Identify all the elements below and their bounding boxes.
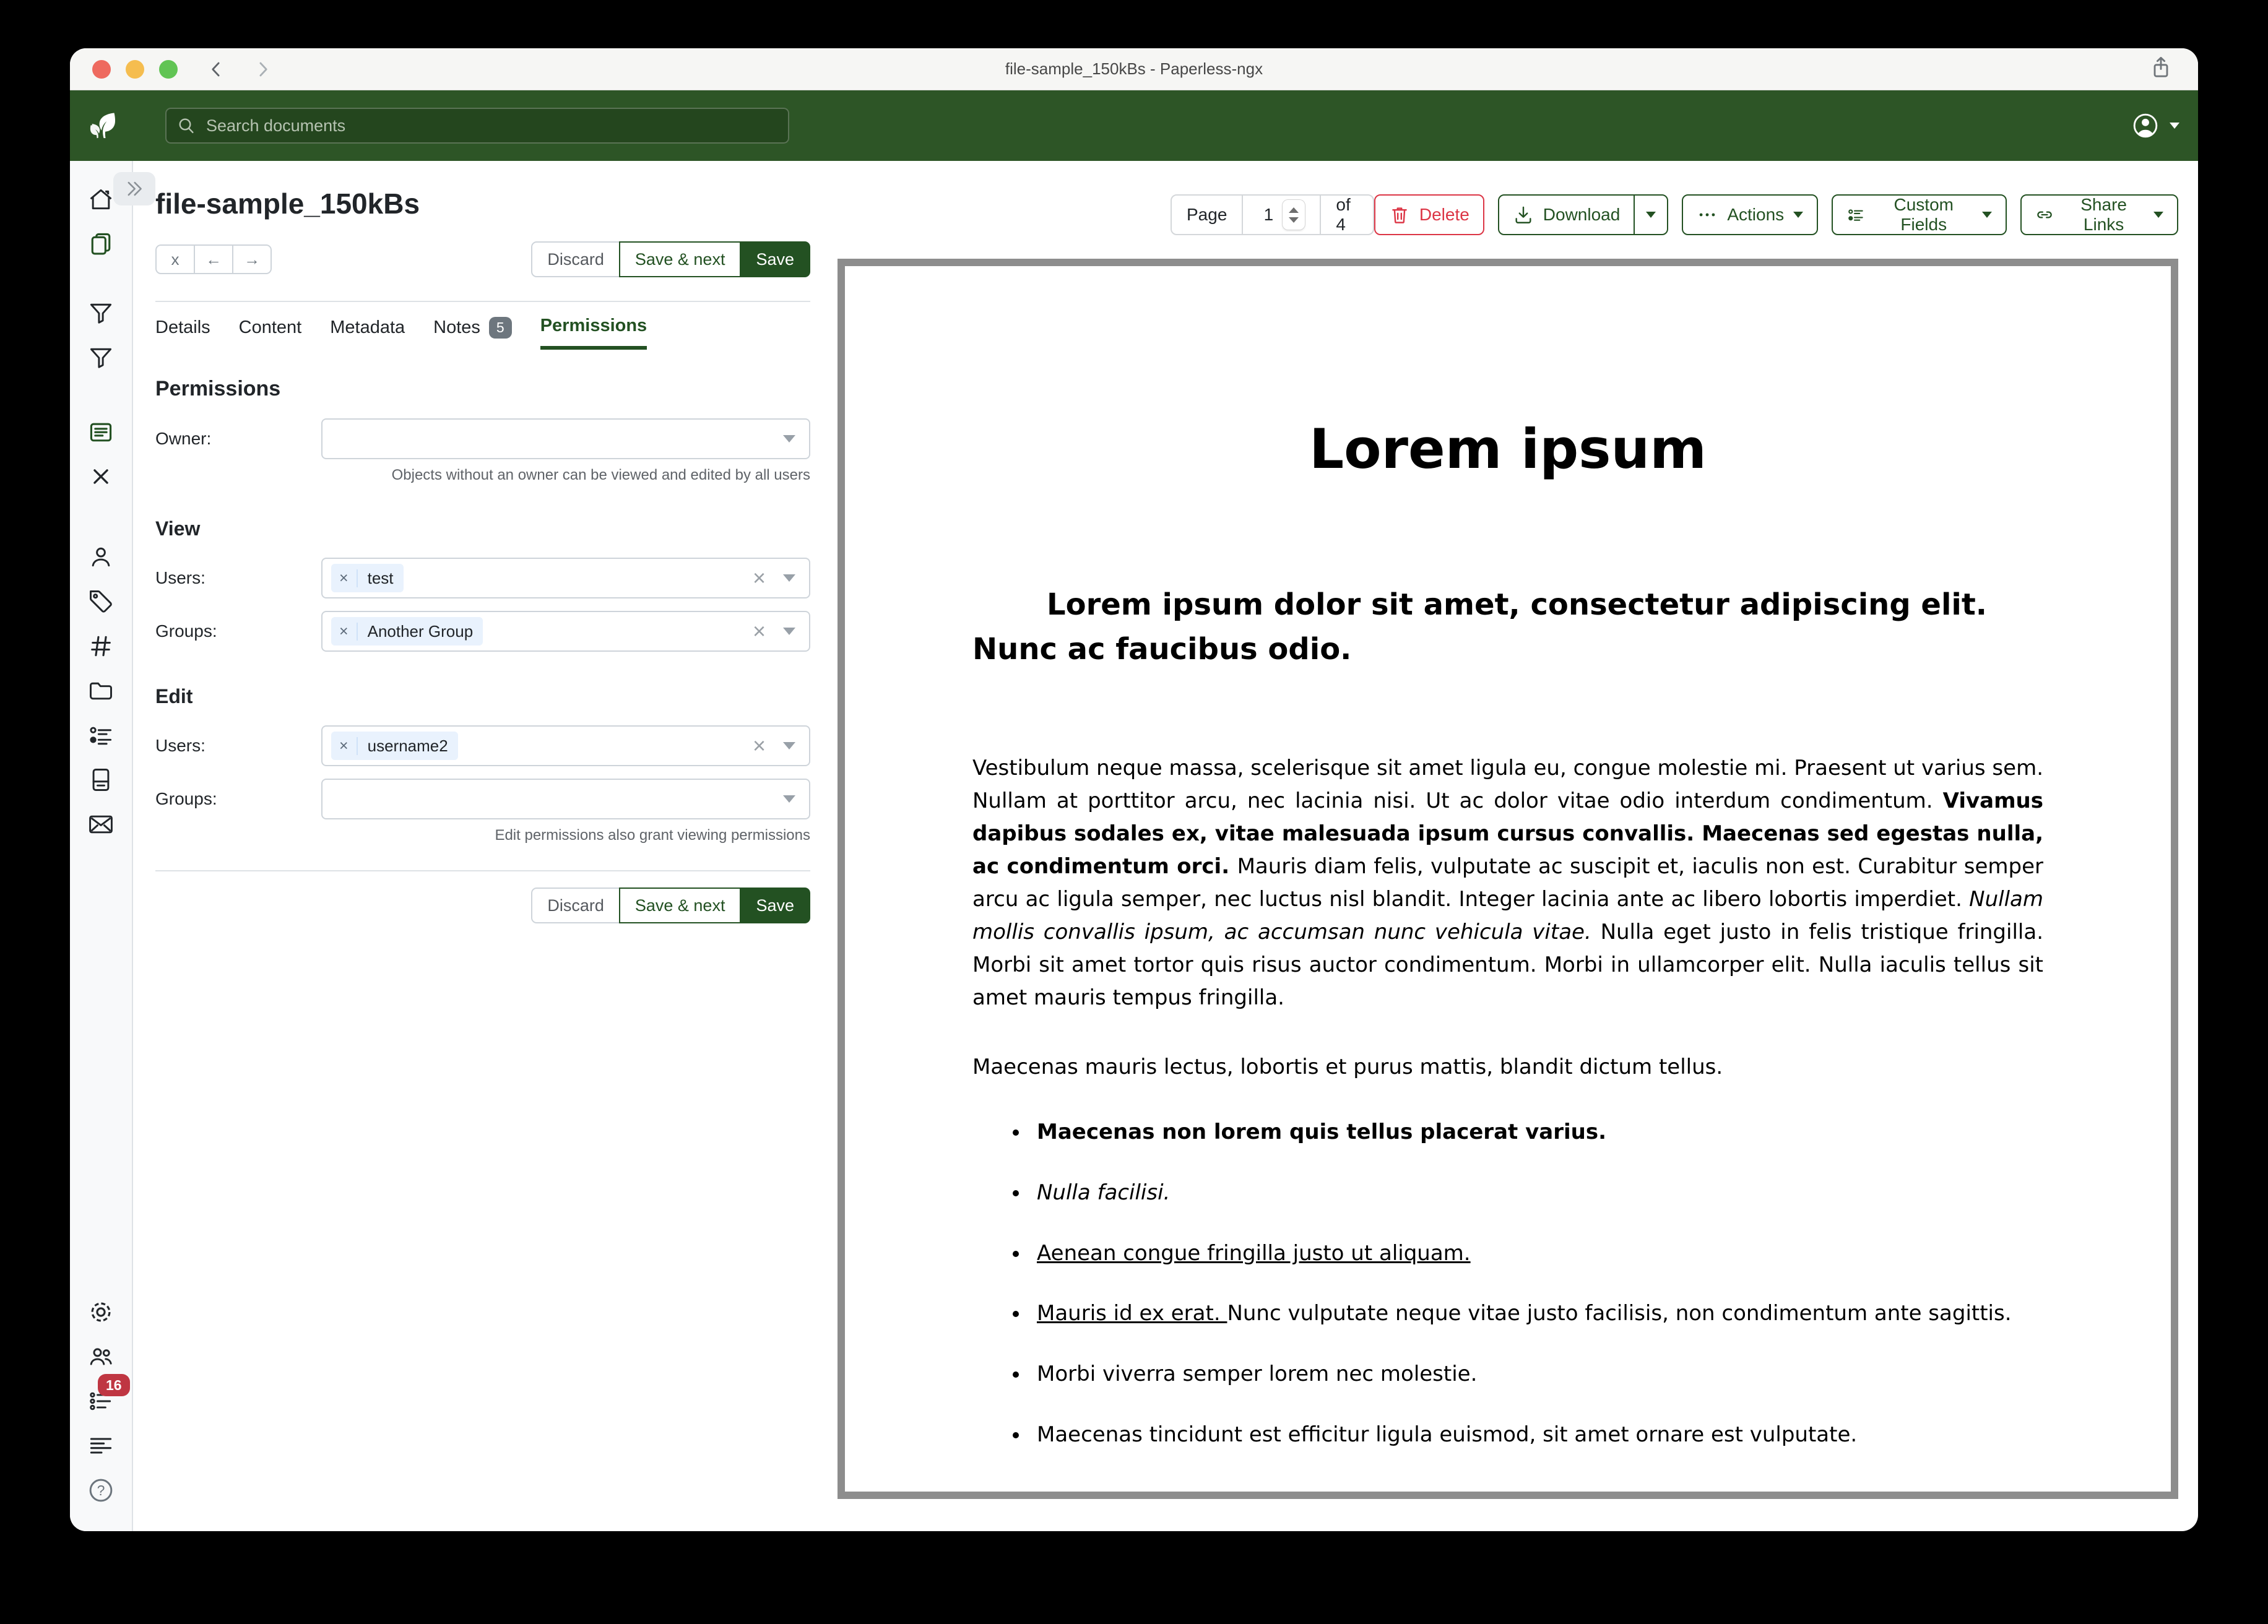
- chevron-down-icon: [1793, 212, 1803, 218]
- chevron-down-icon: [1982, 212, 1992, 218]
- help-circle-icon: [87, 1477, 115, 1504]
- page-count-label: of 4: [1320, 196, 1372, 234]
- people-icon: [87, 1343, 115, 1370]
- sidebar-item-storage-paths[interactable]: [79, 668, 123, 713]
- sidebar-item-open-document[interactable]: [79, 410, 123, 454]
- close-window-button[interactable]: [92, 60, 111, 79]
- divider: [155, 870, 810, 871]
- tab-content[interactable]: Content: [239, 316, 302, 350]
- sidebar-item-users-groups[interactable]: [79, 1334, 123, 1379]
- share-links-button[interactable]: Share Links: [2020, 194, 2178, 235]
- svg-text:?: ?: [97, 1482, 105, 1499]
- selected-user-chip: × username2: [331, 732, 458, 760]
- home-icon: [87, 186, 115, 213]
- save-button[interactable]: Save: [740, 241, 810, 277]
- save-actions-group: [531, 241, 810, 277]
- sidebar-item-settings[interactable]: [79, 1290, 123, 1334]
- notes-count-badge: 5: [489, 317, 512, 339]
- discard-button[interactable]: Discard: [531, 241, 620, 277]
- view-users-select[interactable]: [321, 558, 810, 598]
- previous-document-button[interactable]: ←: [194, 244, 233, 274]
- chevron-down-icon: [2153, 212, 2163, 218]
- document-text-icon: [87, 418, 115, 446]
- list-item: • Maecenas tincidunt est efficitur ligula euismod, sit amet ornare est vulputate.: [1029, 1419, 2043, 1451]
- download-split-button: [1498, 194, 1669, 235]
- selected-group-chip: × Another Group: [331, 617, 483, 646]
- chevron-down-icon: [1646, 212, 1656, 218]
- folder-icon: [87, 677, 115, 704]
- delete-button[interactable]: Delete: [1374, 194, 1484, 235]
- back-icon[interactable]: [207, 60, 226, 79]
- three-dots-icon: [1697, 204, 1718, 225]
- share-icon[interactable]: [2149, 55, 2173, 83]
- selected-user-chip: × test: [331, 564, 404, 592]
- user-menu[interactable]: [2131, 111, 2179, 140]
- document-tabs: [155, 302, 810, 350]
- discard-button[interactable]: Discard: [531, 888, 620, 923]
- save-button[interactable]: Save: [740, 888, 810, 923]
- list-item: • Nulla facilisi.: [1029, 1177, 2043, 1209]
- remove-chip-icon[interactable]: ×: [331, 737, 358, 755]
- file-icon: [87, 766, 115, 793]
- sidebar-item-tasks[interactable]: [79, 1379, 123, 1423]
- sidebar-expand-button[interactable]: [113, 172, 155, 205]
- sidebar-item-saved-view-1[interactable]: [79, 291, 123, 335]
- document-title: file-sample_150kBs: [155, 188, 420, 220]
- sidebar-item-custom-fields[interactable]: [79, 713, 123, 758]
- clear-selection-icon[interactable]: ×: [752, 733, 766, 758]
- view-users-label: Users:: [155, 568, 206, 587]
- traffic-lights: [92, 60, 178, 79]
- remove-chip-icon[interactable]: ×: [331, 623, 358, 641]
- download-icon: [1513, 204, 1534, 225]
- search-input[interactable]: [165, 108, 789, 144]
- chevron-down-icon: [2170, 123, 2179, 129]
- documents-icon: [87, 230, 115, 257]
- filter-icon: [87, 300, 115, 327]
- paperless-logo-icon[interactable]: [86, 108, 121, 143]
- document-preview[interactable]: [838, 259, 2178, 1499]
- chevrons-right-icon: [124, 178, 145, 199]
- custom-fields-icon: [1846, 204, 1865, 225]
- preview-column: [831, 161, 2198, 1531]
- search-box: [165, 108, 789, 144]
- app-header: [70, 90, 2198, 161]
- tab-notes[interactable]: Notes 5: [433, 316, 512, 350]
- next-document-button[interactable]: →: [232, 244, 272, 274]
- clear-selection-icon[interactable]: ×: [752, 618, 766, 644]
- preview-controls: [831, 194, 2198, 235]
- fields-icon: [87, 722, 115, 749]
- actions-button[interactable]: Actions: [1682, 194, 1818, 235]
- app-window: [70, 48, 2198, 1531]
- edit-users-label: Users:: [155, 736, 206, 755]
- minimize-window-button[interactable]: [126, 60, 144, 79]
- chevron-down-icon: [783, 742, 795, 749]
- search-icon: [176, 116, 196, 136]
- chevron-down-icon: [783, 435, 795, 443]
- close-document-button[interactable]: x: [155, 244, 195, 274]
- list-item: • Aenean congue fringilla justo ut aliquam.: [1029, 1238, 2043, 1270]
- edit-heading: Edit: [155, 685, 193, 707]
- list-item: • Mauris id ex erat. Nunc vulputate neque vitae justo facilisis, non condimentum ante sagittis.: [1029, 1298, 2043, 1330]
- sidebar-item-logs[interactable]: [79, 1423, 123, 1468]
- edit-groups-label: Groups:: [155, 789, 217, 808]
- view-groups-label: Groups:: [155, 621, 217, 641]
- user-avatar-icon: [2131, 111, 2160, 140]
- view-groups-select[interactable]: [321, 611, 810, 652]
- window-title: file-sample_150kBs - Paperless-ngx: [1005, 59, 1263, 78]
- owner-label: Owner:: [155, 429, 212, 448]
- chevron-down-icon: [783, 574, 795, 582]
- pdf-paragraph: Vestibulum neque massa, scelerisque sit amet ligula eu, congue molestie mi. Praesent ut varius sem. Nullam at porttitor arcu, nec lacinia nisi. Ut ac dolor vitae odio interdum condimentum. Vivamus dapibus sodales ex, vitae malesuada ipsum cursus convallis. Maecenas sed egestas nulla, ac condimentum orci. Mauris diam felis, vulputate ac suscipit et, iaculis non est. Curabitur semper arcu ac ligula semper, nec luctus nisl blandit. Integer lacinia ante ac libero lobortis imperdiet. Nullam mollis convallis ipsum, ac accumsan nunc vehicula vitae. Nulla eget justo in felis tristique fringilla. Morbi sit amet tortor quis risus auctor condimentum. Morbi in ullamcorper elit. Nulla iaculis tellus sit amet mauris tempus fringilla.: [972, 756, 2043, 1011]
- link-icon: [2035, 204, 2054, 225]
- sidebar-rail: [70, 161, 133, 1531]
- person-icon: [87, 543, 115, 571]
- list-item: • Maecenas non lorem quis tellus placerat varius.: [1029, 1116, 2043, 1149]
- custom-fields-button[interactable]: Custom Fields: [1832, 194, 2007, 235]
- document-detail-panel: [133, 161, 831, 1531]
- chevron-down-icon: [783, 628, 795, 635]
- save-and-next-button[interactable]: Save & next: [619, 241, 742, 277]
- permissions-heading: Permissions: [155, 377, 281, 400]
- remove-chip-icon[interactable]: ×: [331, 569, 358, 587]
- page-label: Page: [1187, 205, 1227, 224]
- sidebar-item-document-types[interactable]: [79, 624, 123, 668]
- owner-select[interactable]: [321, 418, 810, 459]
- owner-help-text: Objects without an owner can be viewed and edited by all users: [391, 467, 810, 483]
- sidebar-item-file-tasks[interactable]: [79, 758, 123, 802]
- sidebar-item-documents[interactable]: [79, 222, 123, 266]
- zoom-window-button[interactable]: [159, 60, 178, 79]
- save-actions-group-bottom: [531, 888, 810, 923]
- view-heading: View: [155, 517, 201, 540]
- sidebar-item-correspondents[interactable]: [79, 535, 123, 579]
- sidebar-item-saved-view-2[interactable]: [79, 335, 123, 380]
- list-item: • Morbi viverra semper lorem nec molestie.: [1029, 1358, 2043, 1391]
- edit-help-text: Edit permissions also grant viewing permissions: [495, 827, 810, 844]
- clear-selection-icon[interactable]: ×: [752, 565, 766, 590]
- close-open-document-button[interactable]: [79, 454, 123, 499]
- sidebar-item-mail[interactable]: [79, 802, 123, 847]
- titlebar: [70, 48, 2198, 90]
- download-button[interactable]: Download: [1498, 194, 1635, 235]
- document-nav-group: [155, 244, 272, 274]
- pdf-page: [845, 266, 2171, 1492]
- page-stepper[interactable]: [1283, 200, 1305, 230]
- tab-details[interactable]: Details: [155, 316, 210, 350]
- hash-icon: [87, 633, 115, 660]
- edit-groups-select[interactable]: [321, 779, 810, 819]
- edit-users-select[interactable]: [321, 725, 810, 766]
- tasks-count-badge: 16: [98, 1374, 130, 1396]
- pdf-title: Lorem ipsum: [1309, 417, 1707, 481]
- save-and-next-button[interactable]: Save & next: [619, 888, 742, 923]
- gear-icon: [87, 1298, 115, 1326]
- pdf-bullet-list: [972, 1116, 2043, 1451]
- chevron-down-icon: [783, 795, 795, 803]
- envelope-icon: [87, 811, 115, 838]
- tab-metadata[interactable]: Metadata: [330, 316, 405, 350]
- text-lines-icon: [87, 1432, 115, 1459]
- sidebar-item-tags[interactable]: [79, 579, 123, 624]
- pdf-paragraph: Maecenas mauris lectus, lobortis et purus mattis, blandit dictum tellus.: [972, 1055, 1723, 1080]
- download-options-button[interactable]: [1634, 194, 1668, 235]
- tab-permissions[interactable]: Permissions: [540, 316, 647, 350]
- page-control: [1171, 194, 1374, 235]
- forward-icon[interactable]: [253, 60, 272, 79]
- page-number-input[interactable]: [1258, 205, 1279, 225]
- close-icon: [87, 463, 115, 490]
- trash-icon: [1389, 204, 1410, 225]
- filter-icon: [87, 344, 115, 371]
- sidebar-item-documentation[interactable]: [79, 1468, 123, 1513]
- pdf-subheading: Lorem ipsum dolor sit amet, consectetur adipiscing elit. Nunc ac faucibus odio.: [972, 587, 1988, 667]
- tag-icon: [87, 588, 115, 615]
